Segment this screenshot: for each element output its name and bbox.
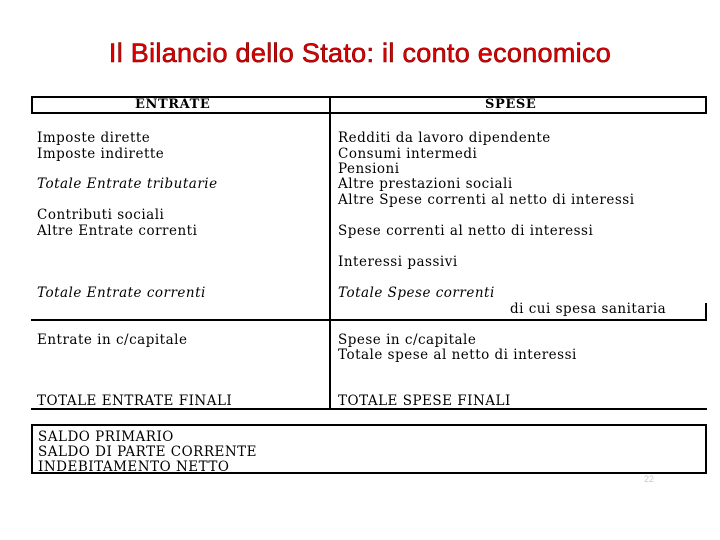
indebitamento-netto: INDEBITAMENTO NETTO (38, 459, 230, 475)
spese-correnti-netto: Spese correnti al netto di interessi (338, 223, 594, 239)
entrate-contributi-sociali: Contributi sociali (37, 207, 165, 223)
spese-conto-capitale: Spese in c/capitale (338, 332, 477, 348)
entrate-conto-capitale: Entrate in c/capitale (37, 332, 188, 348)
entrate-totale-finali: TOTALE ENTRATE FINALI (37, 393, 233, 409)
entrate-header: ENTRATE (135, 97, 211, 112)
saldi-box (31, 424, 707, 474)
entrate-totale-tributarie: Totale Entrate tributarie (37, 176, 218, 192)
spese-header: SPESE (485, 97, 537, 112)
spese-interessi-passivi: Interessi passivi (338, 254, 458, 270)
budget-table (31, 96, 707, 420)
spese-redditi: Redditi da lavoro dipendente (338, 130, 551, 146)
entrate-imposte-dirette: Imposte dirette (37, 130, 151, 146)
spese-pensioni: Pensioni (338, 161, 400, 177)
spese-spesa-sanitaria: di cui spesa sanitaria (510, 301, 667, 317)
spese-totale-netto-interessi: Totale spese al netto di interessi (338, 347, 577, 363)
slide-title: Il Bilancio dello Stato: il conto economico (108, 38, 612, 68)
entrate-altre-correnti: Altre Entrate correnti (37, 223, 198, 239)
table-right-border (705, 96, 707, 114)
entrate-totale-correnti: Totale Entrate correnti (37, 285, 206, 301)
spese-consumi: Consumi intermedi (338, 146, 478, 162)
saldo-primario: SALDO PRIMARIO (38, 429, 174, 445)
spese-altre-correnti: Altre Spese correnti al netto di interessi (338, 192, 635, 208)
spese-totale-correnti: Totale Spese correnti (338, 285, 495, 301)
table-left-border (31, 96, 33, 114)
header-bottom-rule (31, 112, 707, 114)
column-divider (329, 96, 331, 410)
spese-altre-prestazioni: Altre prestazioni sociali (338, 176, 513, 192)
spese-totale-finali: TOTALE SPESE FINALI (338, 393, 511, 409)
entrate-imposte-indirette: Imposte indirette (37, 146, 165, 162)
separator-rule-correnti (31, 319, 707, 321)
page-number: 22 (644, 474, 655, 484)
saldo-parte-corrente: SALDO DI PARTE CORRENTE (38, 444, 258, 460)
table-top-rule (31, 96, 707, 98)
